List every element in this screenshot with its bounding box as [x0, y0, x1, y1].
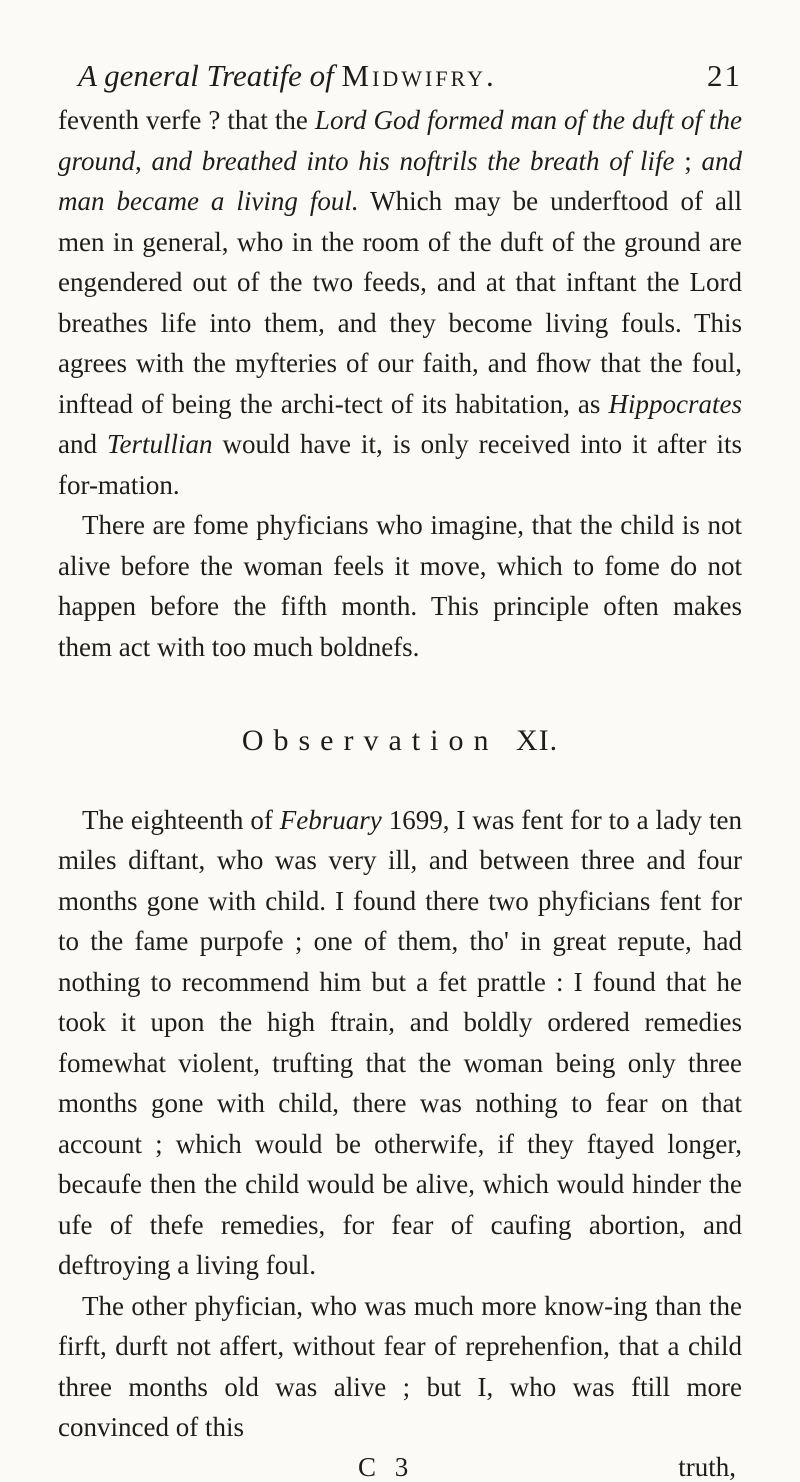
signature-mark: C 3 — [358, 1451, 415, 1482]
running-head — [58, 58, 742, 94]
p1-text-4: Which may be underftood of all men in general, who in the room of the duft of the ground are engendered out of the two feeds, and at that inftant the Lord breathes life into them, and they become living fouls. This agrees with the myfteries of our faith, and fhow that the foul, inftead of being the archi-tect of its habitation, as — [58, 186, 742, 419]
p3-month: February — [279, 804, 382, 835]
observation-numeral: XI. — [515, 724, 559, 757]
p1-text-1: feventh verfe ? that the — [58, 105, 315, 135]
p1-name-hippocrates: Hippocrates — [608, 388, 742, 419]
body-text — [58, 100, 742, 1448]
p1-quote-2: and breathed into his noftrils the breath of life — [151, 145, 675, 176]
running-title-smallcaps: Midwifry. — [341, 58, 497, 93]
observation-heading — [58, 721, 742, 762]
running-title — [78, 58, 497, 94]
p3-text-2: 1699, I was fent for to a lady ten miles diftant, who was very ill, and between three and four months gone with child. I found there two phyficians fent for to the fame purpofe ; one of them, tho' in great repute, had nothing to recommend him but a fet prattle : I found that he took it upon the high ftrain, and boldly ordered remedies fomewhat violent, trufting that the woman being only three months gone with child, there was nothing to fear on that account ; which would be otherwife, if they ftayed longer, becaufe then the child would be alive, which would hinder the ufe of thefe remedies, for fear of caufing abortion, and deftroying a living foul. — [58, 804, 742, 1280]
p1-quote-3: and man became a living foul. — [58, 145, 742, 216]
p1-quote-1: Lord God formed man of the duft of the ground — [58, 105, 742, 176]
catchword: truth, — [678, 1451, 736, 1482]
page-number: 21 — [707, 58, 742, 93]
observation-word: Observation — [241, 724, 499, 757]
p1-text-3: ; — [674, 145, 702, 176]
p1-text-5: and — [58, 429, 107, 459]
p1-text-6: would have it, is only received into it after its for-mation. — [58, 429, 742, 500]
running-title-italic: A general Treatife of — [78, 58, 334, 93]
paragraph-1 — [58, 100, 742, 505]
p3-text-1: The eighteenth of — [82, 804, 280, 835]
paragraph-4: The other phyfician, who was much more know-ing than the firft, durft not affert, without fear of reprehenfion, that a child three months old was alive ; but I, who was ftill more convinced of this — [58, 1290, 742, 1442]
paragraph-3 — [58, 800, 742, 1286]
p1-name-tertullian: Tertullian — [106, 429, 213, 459]
paragraph-2: There are fome phyficians who imagine, that the child is not alive before the woman feels it move, which to fome do not happen before the fifth month. This principle often makes them act with too much boldnefs. — [58, 510, 742, 662]
page-footer — [58, 1452, 742, 1482]
p1-text-2: , — [135, 145, 152, 176]
